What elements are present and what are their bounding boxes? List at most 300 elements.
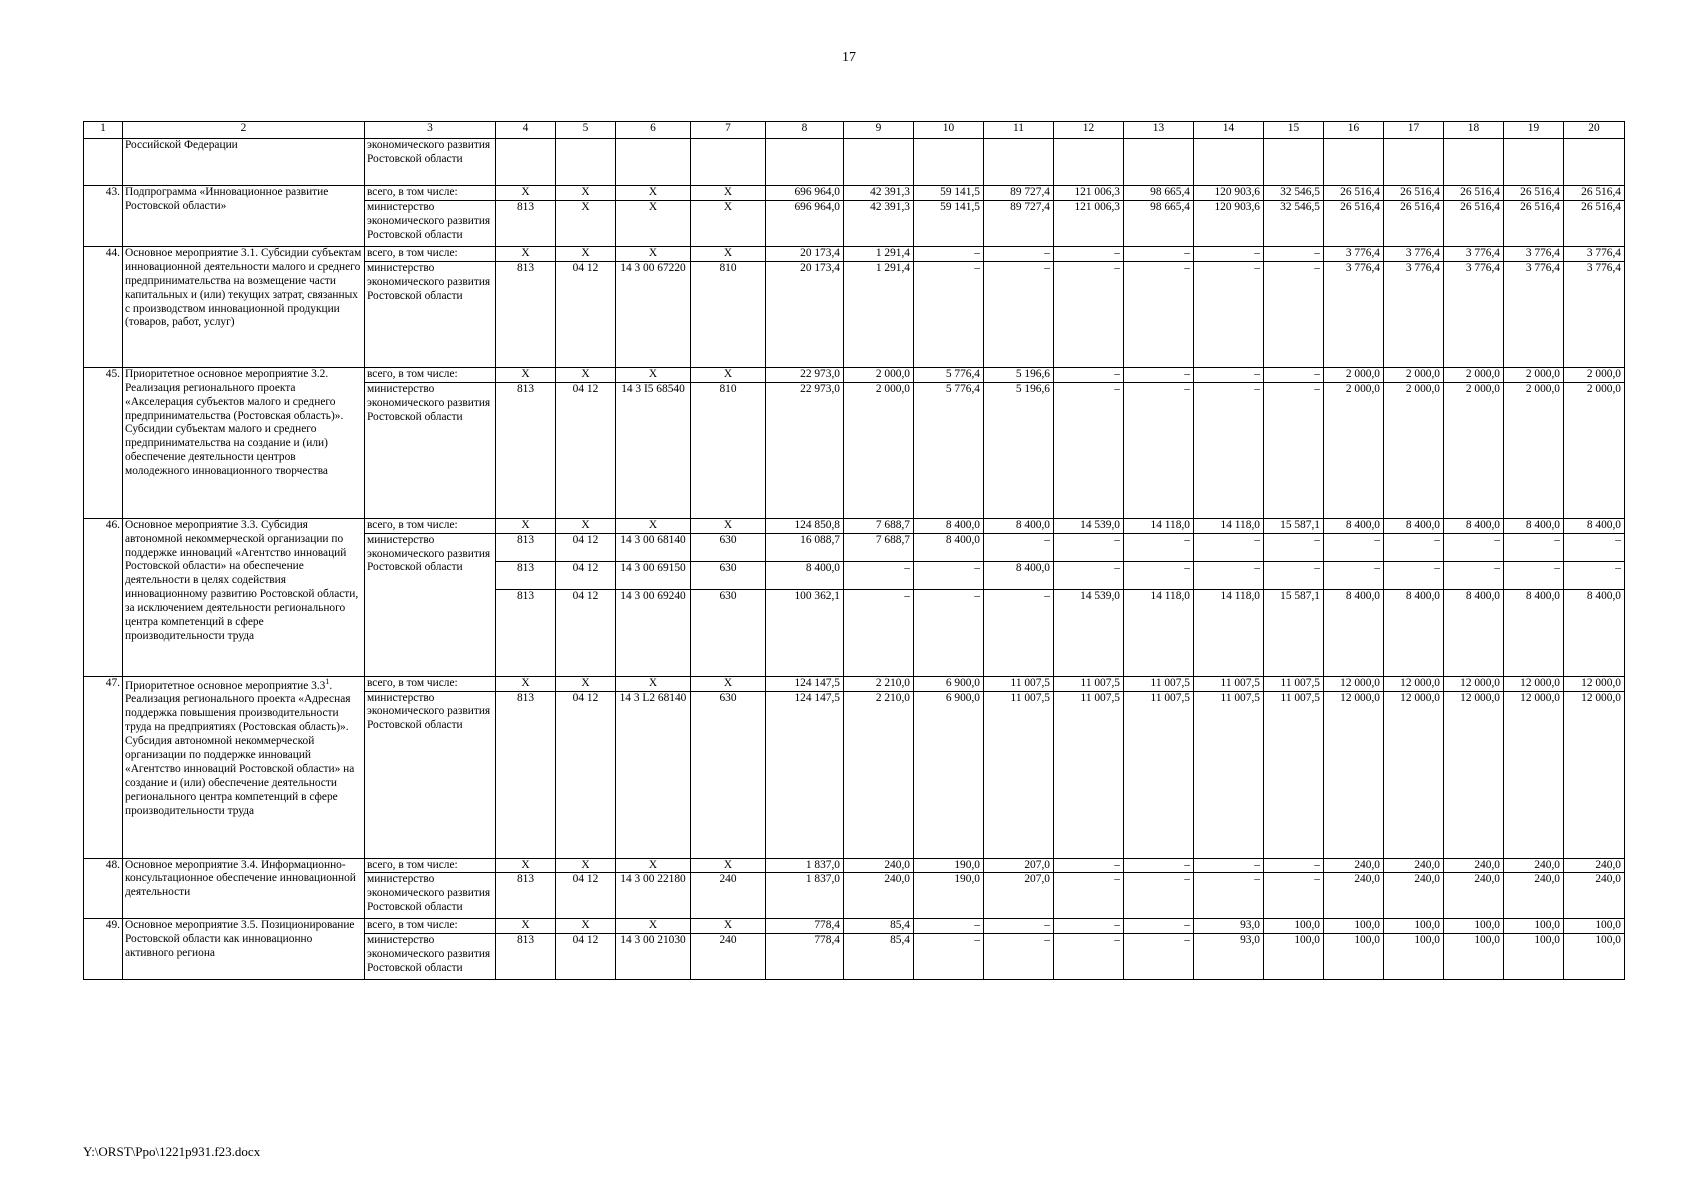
value-cell: 2 000,0 [1384,382,1444,518]
value-cell: 8 400,0 [1564,589,1625,676]
executor-cell: всего, в том числе: [365,858,496,873]
grbs-cell: 813 [496,533,556,561]
table-row [84,858,1625,873]
value-cell: – [914,589,984,676]
vr-cell: X [691,518,766,533]
grbs-cell: 813 [496,934,556,980]
empty-cell [1324,139,1384,186]
value-cell: 240,0 [1564,873,1625,919]
footer-file-path: Y:\ORST\Ppo\1221p931.f23.docx [83,1144,261,1159]
csr-cell: X [616,858,691,873]
superscript-index: 1 [325,676,330,686]
value-cell: 2 000,0 [1324,367,1384,382]
value-cell: 100,0 [1564,934,1625,980]
rzpr-cell: 04 12 [556,691,616,858]
value-cell: 696 964,0 [766,200,844,246]
value-cell: 100,0 [1444,934,1504,980]
value-cell: – [1124,261,1194,367]
value-cell: 85,4 [844,934,914,980]
column-number: 10 [914,122,984,139]
value-cell: 2 210,0 [844,691,914,858]
value-cell: – [1124,382,1194,518]
value-cell: – [1194,382,1264,518]
value-cell: 8 400,0 [1384,589,1444,676]
column-number: 19 [1504,122,1564,139]
value-cell: 3 776,4 [1564,246,1625,261]
value-cell: 2 000,0 [1444,382,1504,518]
csr-cell: X [616,919,691,934]
csr-cell: 14 3 L2 68140 [616,691,691,858]
budget-table [83,121,1625,980]
executor-cell: всего, в том числе: [365,518,496,533]
rzpr-cell: X [556,919,616,934]
value-cell: 16 088,7 [766,533,844,561]
value-cell: – [1444,561,1504,589]
value-cell: 98 665,4 [1124,200,1194,246]
empty-cell [1264,139,1324,186]
value-cell: – [1264,261,1324,367]
empty-cell [766,139,844,186]
value-cell: 20 173,4 [766,261,844,367]
value-cell: 240,0 [844,873,914,919]
grbs-cell: X [496,367,556,382]
value-cell: 8 400,0 [1384,518,1444,533]
value-cell: – [1054,246,1124,261]
value-cell: 100,0 [1504,919,1564,934]
item-name-cell: Российской Федерации [123,139,365,186]
csr-cell: X [616,367,691,382]
value-cell: – [914,934,984,980]
csr-cell: 14 3 00 21030 [616,934,691,980]
value-cell: – [844,561,914,589]
value-cell: 22 973,0 [766,382,844,518]
executor-cell: министерство экономического развития Ростовской области [365,934,496,980]
csr-cell: 14 3 00 69240 [616,589,691,676]
vr-cell: 630 [691,561,766,589]
empty-cell [844,139,914,186]
value-cell: 12 000,0 [1504,691,1564,858]
value-cell: – [1124,561,1194,589]
value-cell: 89 727,4 [984,200,1054,246]
item-name-cell: Основное мероприятие 3.1. Субсидии субъектам инновационной деятельности малого и среднего предпринимательства на возмещение части капитальных и (или) текущих затрат, связанных с производством инновационной продукции (товаров, работ, услуг) [123,246,365,367]
value-cell: 3 776,4 [1564,261,1625,367]
value-cell: – [1194,873,1264,919]
column-number: 5 [556,122,616,139]
value-cell: – [1264,367,1324,382]
value-cell: – [914,561,984,589]
column-number: 3 [365,122,496,139]
value-cell: 3 776,4 [1504,246,1564,261]
grbs-cell: X [496,676,556,691]
value-cell: – [1264,873,1324,919]
value-cell: – [984,261,1054,367]
empty-cell [1054,139,1124,186]
page-number: 17 [842,50,856,65]
value-cell: 26 516,4 [1384,186,1444,201]
value-cell: – [1264,858,1324,873]
value-cell: 12 000,0 [1564,691,1625,858]
value-cell: 14 118,0 [1194,589,1264,676]
value-cell: 11 007,5 [1124,691,1194,858]
grbs-cell: 813 [496,261,556,367]
table-row [84,919,1625,934]
value-cell: 190,0 [914,858,984,873]
value-cell: 8 400,0 [766,561,844,589]
table-row [84,246,1625,261]
value-cell: 8 400,0 [1444,518,1504,533]
value-cell: – [984,589,1054,676]
value-cell: – [984,246,1054,261]
value-cell: 26 516,4 [1324,186,1384,201]
executor-cell: всего, в том числе: [365,919,496,934]
value-cell: – [984,919,1054,934]
value-cell: 26 516,4 [1444,186,1504,201]
table-row [84,518,1625,533]
vr-cell: 630 [691,691,766,858]
csr-cell: X [616,186,691,201]
value-cell: – [1264,382,1324,518]
column-number: 6 [616,122,691,139]
value-cell: 1 291,4 [844,246,914,261]
column-number: 15 [1264,122,1324,139]
column-number: 17 [1384,122,1444,139]
value-cell: 8 400,0 [1324,518,1384,533]
value-cell: 240,0 [1564,858,1625,873]
value-cell: 120 903,6 [1194,186,1264,201]
column-number: 8 [766,122,844,139]
value-cell: 11 007,5 [1264,676,1324,691]
value-cell: 7 688,7 [844,533,914,561]
value-cell: 5 196,6 [984,382,1054,518]
continuation-row [84,139,1625,186]
value-cell: 20 173,4 [766,246,844,261]
vr-cell: X [691,919,766,934]
value-cell: 3 776,4 [1384,261,1444,367]
rzpr-cell: 04 12 [556,533,616,561]
grbs-cell: 813 [496,200,556,246]
value-cell: 778,4 [766,934,844,980]
empty-cell [1124,139,1194,186]
value-cell: – [1054,873,1124,919]
csr-cell: 14 3 00 22180 [616,873,691,919]
value-cell: – [1054,533,1124,561]
value-cell: 240,0 [1444,858,1504,873]
value-cell: – [1564,561,1625,589]
empty-cell [556,139,616,186]
value-cell: 2 000,0 [844,382,914,518]
value-cell: 124 850,8 [766,518,844,533]
item-name-cell: Основное мероприятие 3.4. Информационно-консультационное обеспечение инновационной деятельности [123,858,365,919]
value-cell: 12 000,0 [1384,691,1444,858]
value-cell: 240,0 [1444,873,1504,919]
table-row [84,186,1625,201]
item-name-cell: Основное мероприятие 3.3. Субсидия автономной некоммерческой организации по поддержке инноваций «Агентство инноваций Ростовской области» на обеспечение деятельности в целях содействия инновационному развитию Ростовской области, за исключением деятельности регионального центра компетенций в сфере производительности труда [123,518,365,676]
value-cell: 1 837,0 [766,873,844,919]
value-cell: 696 964,0 [766,186,844,201]
value-cell: 2 000,0 [1444,367,1504,382]
value-cell: 14 118,0 [1124,589,1194,676]
value-cell: – [914,919,984,934]
value-cell: 240,0 [1504,858,1564,873]
value-cell: – [1444,533,1504,561]
rzpr-cell: X [556,518,616,533]
value-cell: 12 000,0 [1564,676,1625,691]
vr-cell: 810 [691,382,766,518]
value-cell: – [1264,533,1324,561]
empty-cell [1444,139,1504,186]
value-cell: 124 147,5 [766,691,844,858]
item-name-text: Приоритетное основное мероприятие 3.3 [125,679,326,692]
vr-cell: X [691,367,766,382]
value-cell: 2 000,0 [844,367,914,382]
value-cell: 100 362,1 [766,589,844,676]
value-cell: 2 000,0 [1324,382,1384,518]
value-cell: – [1194,367,1264,382]
grbs-cell: 813 [496,589,556,676]
item-name-text: . Реализация регионального проекта «Адресная поддержка повышения производительности труда на предприятиях (Ростовская область)». Субсидия автономной некоммерческой организации по поддержке инноваций «Агентство инноваций Ростовской области» на создание и (или) обеспечение деятельности регионального центра компетенций в сфере производительности труда [125,679,355,817]
value-cell: 26 516,4 [1564,200,1625,246]
value-cell: 1 291,4 [844,261,914,367]
value-cell: 11 007,5 [984,691,1054,858]
value-cell: 8 400,0 [984,561,1054,589]
value-cell: 240,0 [1384,873,1444,919]
column-number: 11 [984,122,1054,139]
value-cell: 100,0 [1264,919,1324,934]
empty-cell [914,139,984,186]
empty-cell [496,139,556,186]
rzpr-cell: 04 12 [556,934,616,980]
value-cell: – [1124,246,1194,261]
vr-cell: 630 [691,533,766,561]
csr-cell: 14 3 00 68140 [616,533,691,561]
value-cell: 85,4 [844,919,914,934]
executor-cell: всего, в том числе: [365,676,496,691]
vr-cell: X [691,186,766,201]
column-number: 18 [1444,122,1504,139]
value-cell: 5 776,4 [914,382,984,518]
vr-cell: 630 [691,589,766,676]
value-cell: 93,0 [1194,919,1264,934]
item-name-cell: Приоритетное основное мероприятие 3.2. Реализация регионального проекта «Акселерация субъектов малого и среднего предпринимательства (Ростовская область)». Субсидии субъектам малого и среднего предпринимательства на создание и (или) обеспечение деятельности центров молодежного инновационного творчества [123,367,365,518]
value-cell: – [1504,533,1564,561]
value-cell: – [914,246,984,261]
value-cell: 12 000,0 [1444,676,1504,691]
value-cell: – [1054,919,1124,934]
value-cell: – [844,589,914,676]
value-cell: 120 903,6 [1194,200,1264,246]
value-cell: 207,0 [984,858,1054,873]
executor-cell: министерство экономического развития Ростовской области [365,261,496,367]
value-cell: 15 587,1 [1264,589,1324,676]
rzpr-cell: 04 12 [556,873,616,919]
value-cell: 8 400,0 [1504,589,1564,676]
vr-cell: 240 [691,934,766,980]
value-cell: – [1054,261,1124,367]
grbs-cell: X [496,186,556,201]
column-number: 16 [1324,122,1384,139]
table-row [84,676,1625,691]
item-name-cell: Подпрограмма «Инновационное развитие Ростовской области» [123,186,365,247]
value-cell: 100,0 [1504,934,1564,980]
value-cell: 240,0 [1504,873,1564,919]
value-cell: 6 900,0 [914,676,984,691]
value-cell: 124 147,5 [766,676,844,691]
value-cell: 121 006,3 [1054,186,1124,201]
vr-cell: 810 [691,261,766,367]
value-cell: 100,0 [1444,919,1504,934]
value-cell: – [1054,858,1124,873]
value-cell: – [1194,261,1264,367]
grbs-cell: X [496,518,556,533]
empty-cell [1384,139,1444,186]
empty-cell [1564,139,1625,186]
executor-cell: министерство экономического развития Ростовской области [365,533,496,676]
value-cell: 190,0 [914,873,984,919]
value-cell: 98 665,4 [1124,186,1194,201]
value-cell: 32 546,5 [1264,186,1324,201]
grbs-cell: X [496,246,556,261]
value-cell: 100,0 [1324,934,1384,980]
value-cell: 11 007,5 [1194,676,1264,691]
value-cell: 6 900,0 [914,691,984,858]
value-cell: 26 516,4 [1384,200,1444,246]
value-cell: 14 539,0 [1054,518,1124,533]
value-cell: 8 400,0 [1564,518,1625,533]
value-cell: 240,0 [1384,858,1444,873]
csr-cell: X [616,200,691,246]
value-cell: – [1194,858,1264,873]
value-cell: 12 000,0 [1504,676,1564,691]
value-cell: 7 688,7 [844,518,914,533]
rzpr-cell: X [556,200,616,246]
value-cell: 32 546,5 [1264,200,1324,246]
value-cell: 207,0 [984,873,1054,919]
rzpr-cell: 04 12 [556,382,616,518]
item-name-cell: Основное мероприятие 3.5. Позиционирование Ростовской области как инновационно активного региона [123,919,365,980]
executor-cell: экономического развития Ростовской области [365,139,496,186]
value-cell: 11 007,5 [1054,691,1124,858]
grbs-cell: X [496,858,556,873]
value-cell: 3 776,4 [1324,246,1384,261]
value-cell: – [1054,934,1124,980]
rzpr-cell: X [556,676,616,691]
column-number: 4 [496,122,556,139]
vr-cell: X [691,676,766,691]
row-number-cell: 49. [84,919,123,980]
value-cell: 2 000,0 [1564,367,1625,382]
value-cell: – [1324,533,1384,561]
column-number: 12 [1054,122,1124,139]
value-cell: – [1194,246,1264,261]
value-cell: 1 837,0 [766,858,844,873]
row-number-cell: 44. [84,246,123,367]
value-cell: – [984,533,1054,561]
value-cell: 26 516,4 [1564,186,1625,201]
value-cell: 3 776,4 [1324,261,1384,367]
rzpr-cell: X [556,858,616,873]
value-cell: 11 007,5 [1194,691,1264,858]
value-cell: 12 000,0 [1324,691,1384,858]
value-cell: 3 776,4 [1444,261,1504,367]
value-cell: 59 141,5 [914,200,984,246]
value-cell: 5 196,6 [984,367,1054,382]
grbs-cell: 813 [496,873,556,919]
rzpr-cell: 04 12 [556,261,616,367]
empty-cell [616,139,691,186]
value-cell: 14 118,0 [1124,518,1194,533]
value-cell: 42 391,3 [844,186,914,201]
value-cell: – [1054,367,1124,382]
value-cell: – [1124,919,1194,934]
column-number: 20 [1564,122,1625,139]
value-cell: 8 400,0 [984,518,1054,533]
csr-cell: X [616,676,691,691]
value-cell: 11 007,5 [1054,676,1124,691]
column-number: 14 [1194,122,1264,139]
vr-cell: X [691,858,766,873]
executor-cell: министерство экономического развития Ростовской области [365,382,496,518]
item-name-cell [123,676,365,858]
empty-cell [1504,139,1564,186]
rzpr-cell: X [556,367,616,382]
value-cell: 26 516,4 [1504,186,1564,201]
grbs-cell: 813 [496,691,556,858]
value-cell: 15 587,1 [1264,518,1324,533]
value-cell: 121 006,3 [1054,200,1124,246]
column-number: 1 [84,122,123,139]
value-cell: 11 007,5 [984,676,1054,691]
value-cell: 2 000,0 [1504,367,1564,382]
csr-cell: 14 3 I5 68540 [616,382,691,518]
row-number-cell: 45. [84,367,123,518]
value-cell: – [914,261,984,367]
value-cell: 2 000,0 [1384,367,1444,382]
executor-cell: министерство экономического развития Ростовской области [365,691,496,858]
grbs-cell: 813 [496,561,556,589]
grbs-cell: 813 [496,382,556,518]
value-cell: 2 000,0 [1504,382,1564,518]
column-number-row [84,122,1625,139]
value-cell: 240,0 [1324,873,1384,919]
row-number-cell: 43. [84,186,123,247]
csr-cell: 14 3 00 69150 [616,561,691,589]
value-cell: 8 400,0 [914,518,984,533]
value-cell: 8 400,0 [1324,589,1384,676]
executor-cell: всего, в том числе: [365,367,496,382]
column-number: 2 [123,122,365,139]
csr-cell: X [616,246,691,261]
value-cell: – [1384,561,1444,589]
value-cell: 8 400,0 [1504,518,1564,533]
row-number-cell: 47. [84,676,123,858]
row-number-cell: 46. [84,518,123,676]
value-cell: 240,0 [844,858,914,873]
grbs-cell: X [496,919,556,934]
value-cell: – [1124,873,1194,919]
value-cell: – [1124,533,1194,561]
value-cell: – [1194,561,1264,589]
executor-cell: всего, в том числе: [365,186,496,201]
value-cell: – [1324,561,1384,589]
rzpr-cell: 04 12 [556,589,616,676]
value-cell: – [984,934,1054,980]
value-cell: 100,0 [1384,919,1444,934]
value-cell: 12 000,0 [1444,691,1504,858]
value-cell: 8 400,0 [1444,589,1504,676]
value-cell: 11 007,5 [1124,676,1194,691]
executor-cell: министерство экономического развития Ростовской области [365,200,496,246]
value-cell: – [1054,382,1124,518]
